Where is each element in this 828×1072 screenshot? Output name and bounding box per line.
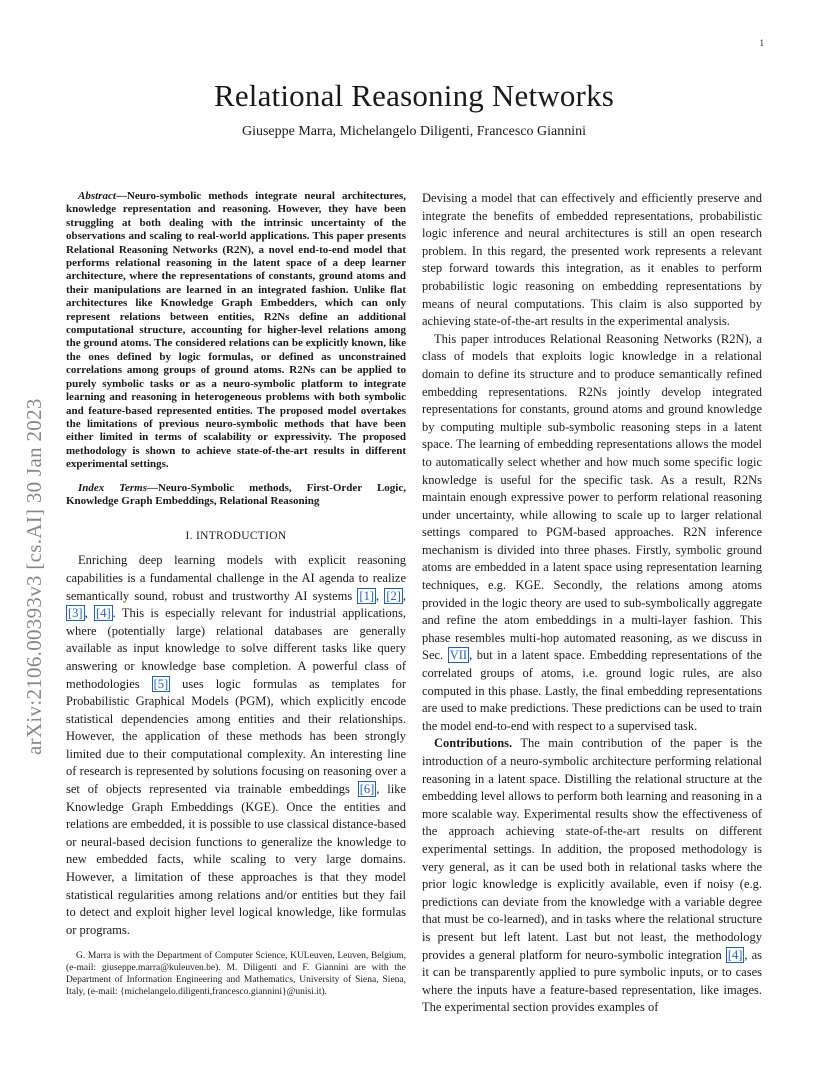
contributions-label: Contributions. xyxy=(434,736,513,751)
citation-link[interactable]: [6] xyxy=(359,782,375,797)
paragraph-text: Enriching deep learning models with explicit reasoning capabilities is a fundamental challenge in the AI agenda to realize semantically sound, robust and trustworthy AI systems xyxy=(66,553,406,603)
paper-title: Relational Reasoning Networks xyxy=(213,78,615,113)
footnote-text: G. Marra is with the Department of Computer Science, KULeuven, Leuven, Belgium, (e-mail: giuseppe.marra@kuleuven.be). M. Diligenti and F. Giannini are with the Department of Information Engineering and Mathematics, University of Siena, Siena, Italy, (e-mail: {michelangelo.diligenti,francesco.giannini}@unisi.it). xyxy=(66,951,406,997)
citation-separator: , xyxy=(402,588,407,603)
abstract-text: Neuro-symbolic methods integrate neural architectures, knowledge representation and reasoning. However, they have been struggling at both dealing with the intrinsic uncertainty of the observations and scaling to real-world applications. This paper presents Relational Reasoning Networks (R2N), a novel end-to-end model that performs relational reasoning in the latent space of a deep learner architecture, where the representations of constants, ground atoms and their manipulations are learned in an integrated fashion. Unlike flat architectures like Knowledge Graph Embedders, which can only represent relations between entities, R2Ns define an additional computational structure, accounting for higher-level relations among the ground atoms. The considered relations can be explicitly known, like the ones defined by logic formulas, or defined as unconstrained correlations among groups of ground atoms. R2Ns can be applied to purely symbolic tasks or as a neuro-symbolic platform to integrate learning and reasoning in heterogeneous problems with both symbolic and feature-based represented entities. The proposed model overtakes the limitations of previous neuro-symbolic methods that have been either limited in terms of scalability or expressivity. The proposed methodology is shown to achieve state-of-the-art results in different experimental settings. xyxy=(66,190,406,471)
index-terms-text: Neuro-Symbolic methods, First-Order Logic, Knowledge Graph Embeddings, Relational Reasoning xyxy=(66,481,406,507)
right-column xyxy=(422,190,762,1017)
paragraph-text: . This is especially relevant for industrial applications, where (potentially large) relational databases are generally available as input knowledge to solve different tasks like query answering or knowledge base completion. A powerful class of methodologies xyxy=(66,606,406,691)
paragraph-text: The main contribution of the paper is the introduction of a neuro-symbolic architecture performing relational reasoning in a latent space. Distilling the relational structure at the embedding level allows to perform both learning and reasoning in a more scalable way. Experimental results show the effectiveness of the approach achieving state-of-the-art results on different experimental settings. In addition, the proposed methodology is very general, as it can be used both in relational tasks where the prior logic knowledge is explicitly available, even if noisy (e.g. predictions can deviate from the knowledge with a variable degree that must be co-learned), and in tasks where the relational structure is present but left latent. Last but not least, the methodology provides a general platform for neuro-symbolic integration xyxy=(422,736,762,962)
intro-paragraph-contributions xyxy=(422,735,762,1017)
paragraph-text: , as it can be transparently applied to pure symbolic inputs, or to cases where the inputs have a feature-based representation, like images. The experimental section provides examples of xyxy=(422,947,762,1015)
left-column xyxy=(66,190,406,939)
author-affiliation-footnote xyxy=(66,950,406,998)
page-number: 1 xyxy=(759,38,764,48)
citation-link[interactable]: [4] xyxy=(96,606,111,621)
intro-paragraph-3 xyxy=(422,331,762,736)
abstract-dash: — xyxy=(115,190,127,202)
section-reference-link[interactable]: VII xyxy=(449,648,468,663)
index-terms xyxy=(66,482,406,509)
intro-paragraph-2: Devising a model that can effectively and efficiently preserve and integrate the benefits of embedded representations, probabilistic logic inference and neural architectures is still an open research problem. In this regard, the presented work represents a relevant step forward towards this integration, as it enables to perform probabilistic logic reasoning on embedding representations by means of neural computations. This claim is also supported by achieving state-of-the-art results in the experimental analysis. xyxy=(422,191,762,329)
citation-link[interactable]: [2] xyxy=(386,588,401,603)
arxiv-identifier-stamp: arXiv:2106.00393v3 [cs.AI] 30 Jan 2023 xyxy=(22,398,46,755)
paragraph-text: , like Knowledge Graph Embeddings (KGE). Once the entities and relations are embedded, it is possible to use classical distance-based or neural-based decision functions to generalize the knowledge to new embedded facts, while scaling to very large domains. However, a limitation of these approaches is that they model statistical regularities among relations and/or entities but they fail to detect and exploit higher level logical knowledge, like formulas or programs. xyxy=(66,782,406,937)
index-terms-dash: — xyxy=(146,481,158,494)
citation-separator: , xyxy=(376,588,385,603)
section-title-rest: NTRODUCTION xyxy=(200,530,287,543)
citation-link[interactable]: [5] xyxy=(153,676,169,691)
citation-link[interactable]: [3] xyxy=(68,606,83,621)
section-heading-introduction xyxy=(66,530,406,542)
citation-link[interactable]: [1] xyxy=(359,588,374,603)
abstract xyxy=(66,190,406,472)
section-title-initial: I xyxy=(195,530,201,543)
abstract-label: Abstract xyxy=(78,190,116,202)
paragraph-text: , but in a latent space. Embedding representations of the correlated groups of atoms, i.e. ground logic rules, are also computed in this phase. Lastly, the final embedding representations are used to make predictions. These predictions can be used to train the model end-to-end with respect to a supervised task. xyxy=(422,648,762,733)
citation-separator: , xyxy=(84,606,95,621)
paragraph-text: This paper introduces Relational Reasoning Networks (R2N), a class of models that exploits logic knowledge in a relational domain to define its structure and to produce semantically refined embedding representations. R2Ns jointly develop integrated representations for constants, ground atoms and ground knowledge by computing multiple sub-symbolic reasoning steps in a latent space. The learning of embedding representations allows the model to automatically select whether and how much some specific logic knowledge is useful for the specific task. As a result, R2Ns maintain enough expressive power to perform relational reasoning under uncertainty, while allowing to scale up to larger relational settings compared to PGM-based approaches. R2N inference mechanism is divided into three phases. Firstly, symbolic ground atoms are embedded in a latent space using representation learning techniques, e.g. KGE. Secondly, the relations among atoms provided in the logic theory are used to sub-symbolically aggregate and refine the atom embeddings in a multi-layer fashion. This phase resembles multi-hop automated reasoning, as we discuss in Sec. xyxy=(422,331,762,663)
citation-link[interactable]: [4] xyxy=(727,947,743,962)
section-number: I. xyxy=(185,530,196,543)
paragraph-text: uses logic formulas as templates for Probabilistic Graphical Models (PGM), which explicitly encode statistical dependencies among entities and their relationships. However, the application of these methods has been strongly limited due to their computational complexity. An interesting line of research is represented by solutions focusing on reasoning over a set of objects represented via trainable embeddings xyxy=(66,676,407,797)
index-terms-label: Index Terms xyxy=(78,481,147,494)
author-list: Giuseppe Marra, Michelangelo Diligenti, Francesco Giannini xyxy=(241,124,587,139)
intro-paragraph-1 xyxy=(66,552,406,939)
